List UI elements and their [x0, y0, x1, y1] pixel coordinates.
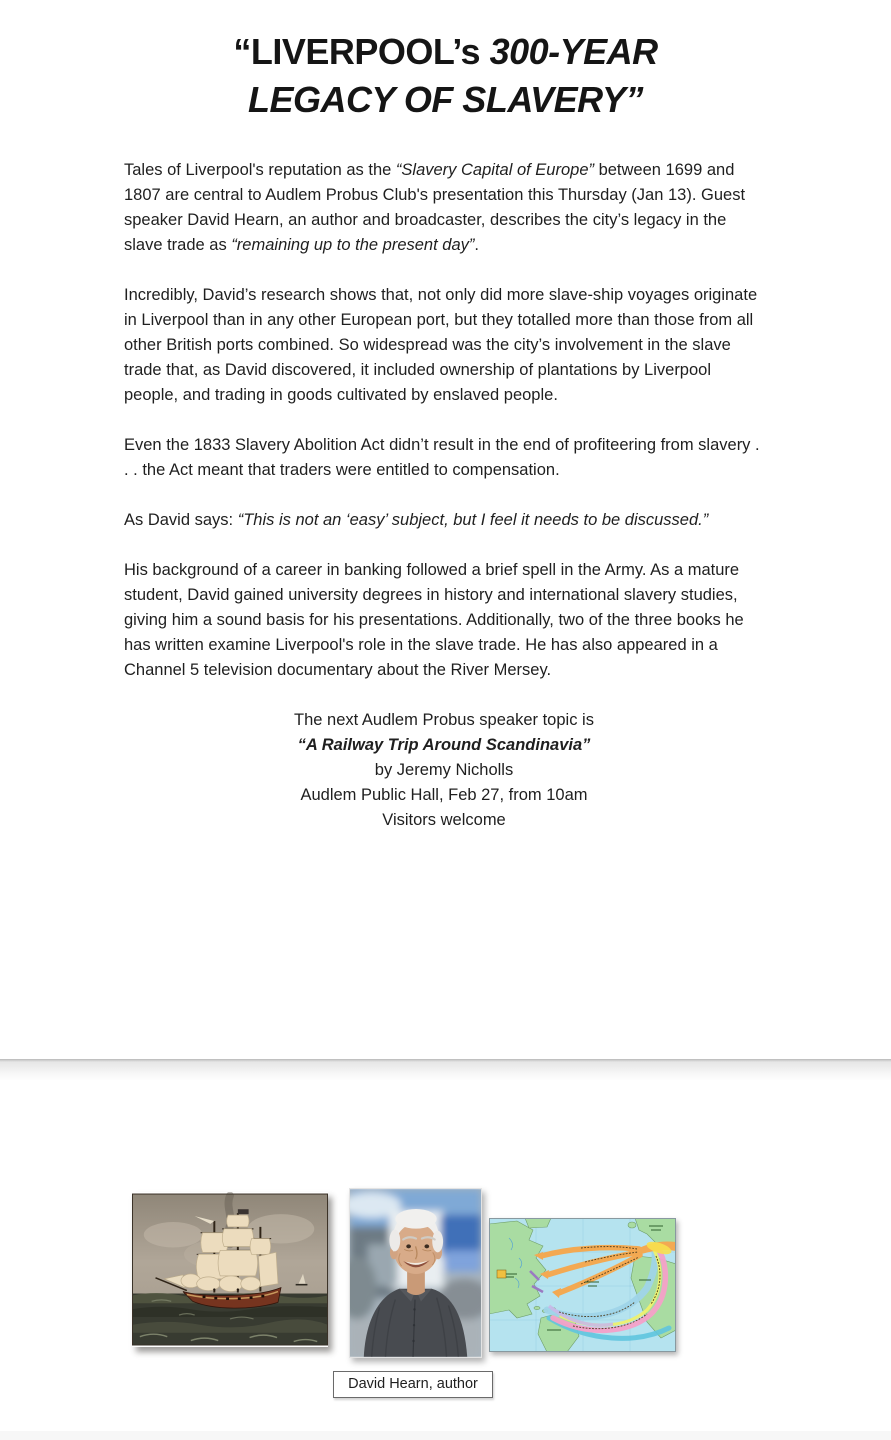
- paragraph: [124, 158, 764, 258]
- announcement-line: Visitors welcome: [382, 811, 506, 829]
- text-run-italic: “This is not an ‘easy’ subject, but I feel it needs to be discussed.”: [237, 511, 709, 529]
- portrait-illustration: [350, 1189, 481, 1357]
- title-open: “LIVERPOOL’s: [233, 31, 490, 72]
- announcement-block: [124, 708, 764, 833]
- text-run: Tales of Liverpool's reputation as the: [124, 161, 396, 179]
- text-run: Incredibly, David’s research shows that, not only did more slave-ship voyages originate in Liverpool than in any other European port, but they totalled more than those from all other British ports combined. So widespread was the city’s involvement in the slave trade that, as David discovered, it included ownership of plantations by Liverpool people, and trading in goods cultivated by enslaved people.: [124, 286, 758, 404]
- announcement-line: by Jeremy Nicholls: [374, 761, 514, 779]
- david-hearn-photo: [349, 1188, 482, 1358]
- announcement-line: Audlem Public Hall, Feb 27, from 10am: [300, 786, 588, 804]
- announcement-topic: “A Railway Trip Around Scandinavia”: [297, 736, 591, 754]
- paragraph: [124, 508, 764, 533]
- text-run: .: [474, 236, 479, 254]
- page-2: [0, 1080, 891, 1440]
- text-run: As David says:: [124, 511, 238, 529]
- trade-map-illustration: [489, 1218, 676, 1352]
- text-run-italic: “remaining up to the present day”: [231, 236, 475, 254]
- triangular-trade-map: [489, 1218, 676, 1352]
- page-gap-divider: [0, 1059, 891, 1080]
- paragraph: [124, 433, 764, 483]
- article-body: [124, 158, 764, 683]
- text-run-italic: “Slavery Capital of Europe”: [395, 161, 594, 179]
- page-bottom-shade: [0, 1431, 891, 1440]
- paragraph: [124, 283, 764, 408]
- title-italic-part: 300-YEAR: [489, 31, 658, 72]
- article-title: [0, 0, 891, 124]
- text-run: Even the 1833 Slavery Abolition Act didn’t result in the end of profiteering from slavery . . . the Act meant that traders were entitled to compensation.: [124, 436, 760, 479]
- paragraph: [124, 558, 764, 683]
- slave-ship-illustration: [132, 1192, 328, 1347]
- text-run: His background of a career in banking followed a brief spell in the Army. As a mature student, David gained university degrees in history and international slavery studies, giving him a sound basis for his presentations. Additionally, two of the three books he has written examine Liverpool's role in the slave trade. He has also appeared in a Channel 5 television documentary about the River Mersey.: [124, 561, 744, 679]
- slave-ship-painting: [132, 1192, 328, 1347]
- announcement-line: The next Audlem Probus speaker topic is: [294, 711, 594, 729]
- text-run: between 1699 and 1807 are central to Audlem Probus Club's presentation this Thursday (Jan 13). Guest speaker David Hearn, an author and broadcaster, describes the city’s legacy in the slave trade as: [124, 161, 746, 254]
- title-line-2: LEGACY OF SLAVERY”: [247, 79, 644, 120]
- title-line-1: [0, 28, 891, 76]
- image-caption: David Hearn, author: [333, 1371, 493, 1398]
